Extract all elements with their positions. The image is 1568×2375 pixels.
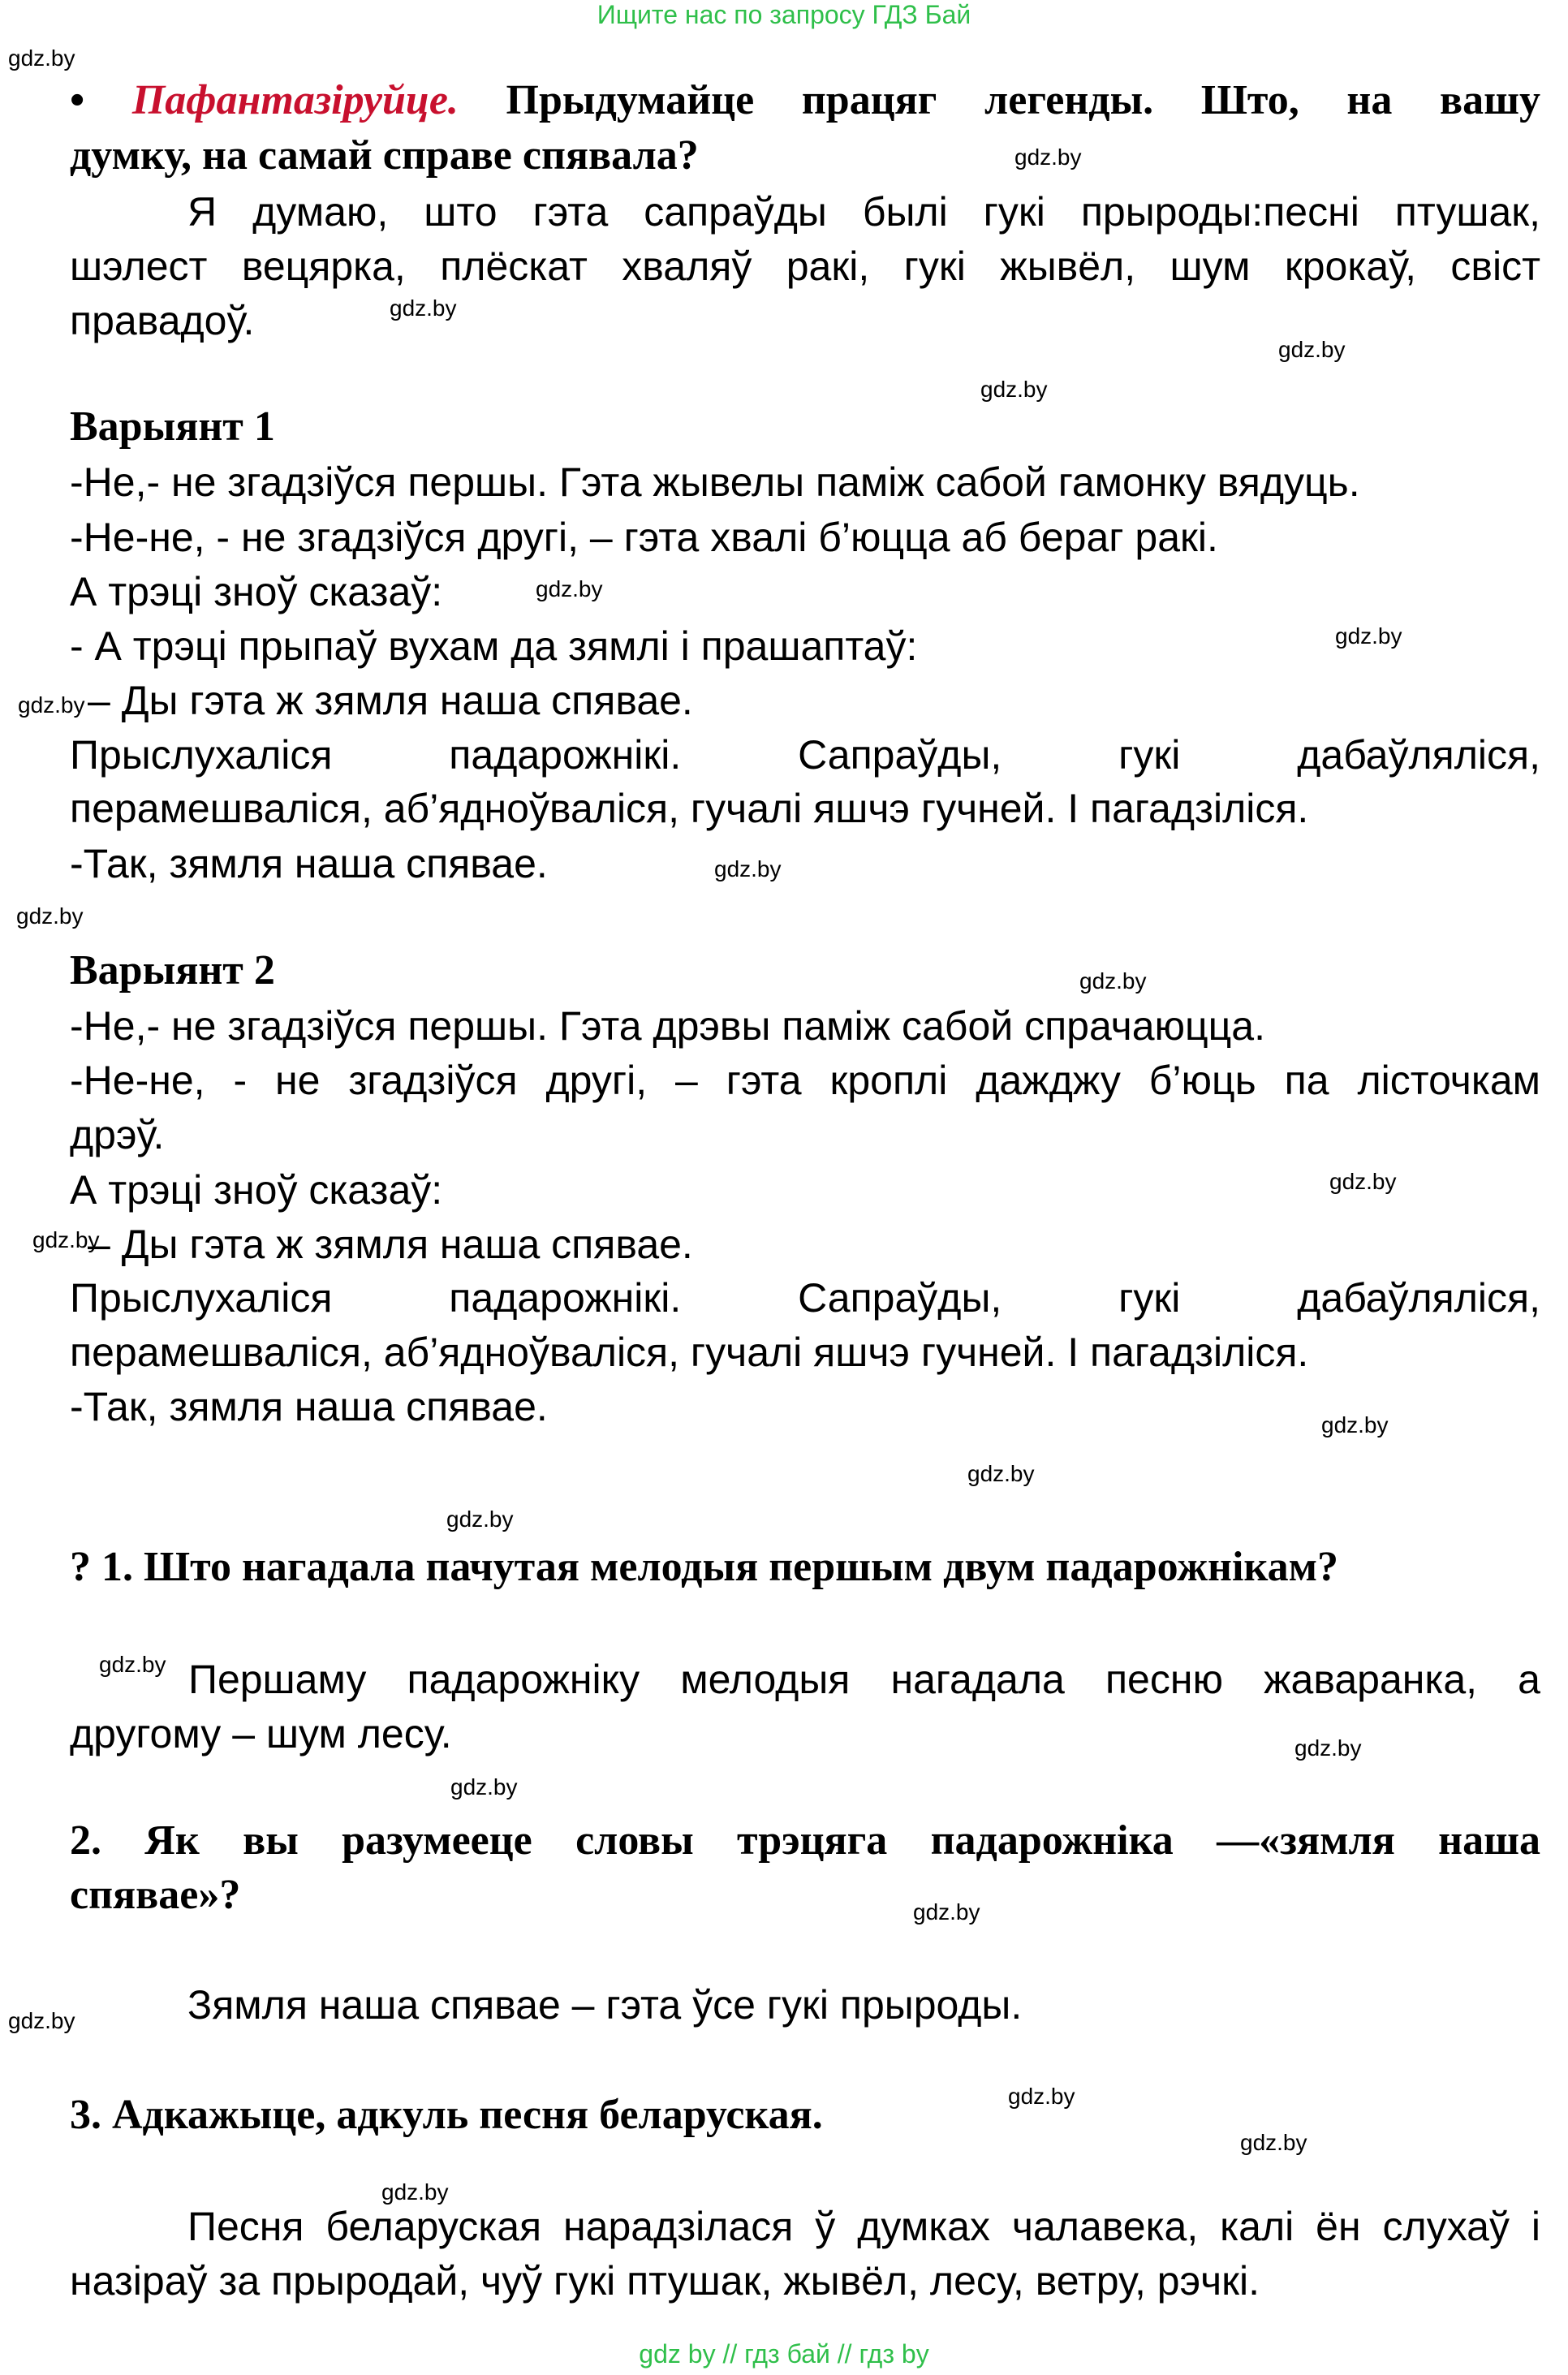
watermark: gdz.by xyxy=(16,903,84,929)
question-1-answer: другому – шум лесу. xyxy=(70,1711,452,1756)
watermark: gdz.by xyxy=(1278,337,1346,362)
task-lead: Пафантазіруйце. xyxy=(131,77,459,123)
variant-2-line: -Так, зямля наша спявае. xyxy=(70,1384,548,1429)
variant-1-line: -Не-не, - не згадзіўся другі, – гэта хвалі б’юцца аб бераг ракі. xyxy=(70,515,1218,560)
task-text: Прыдумайце працяг легенды. Што, на вашу xyxy=(506,77,1540,123)
watermark: gdz.by xyxy=(32,1227,100,1252)
watermark: gdz.by xyxy=(450,1774,518,1800)
question-3-answer: Песня беларуская нарадзілася ў думках чалавека, калі ён слухаў і xyxy=(187,2204,1540,2249)
variant-1-line: перамешваліся, аб’ядноўваліся, гучалі яшчэ гучней. І пагадзіліся. xyxy=(70,786,1309,831)
task-line-1 xyxy=(70,74,1540,127)
variant-2-line: -Не-не, - не згадзіўся другі, – гэта кроплі дажджу б’юць па лісточкам xyxy=(70,1058,1540,1103)
watermark: gdz.by xyxy=(913,1899,980,1925)
watermark: gdz.by xyxy=(1329,1169,1397,1194)
variant-2-line: – Ды гэта ж зямля наша спявае. xyxy=(88,1222,693,1267)
intro-answer-line: Я думаю, што гэта сапраўды былі гукі прыроды:песні птушак, xyxy=(187,189,1540,235)
watermark: gdz.by xyxy=(980,377,1048,402)
header-link[interactable]: Ищите нас по запросу ГДЗ Бай xyxy=(597,0,971,29)
variant-2-line: Прыслухаліся падарожнікі. Сапраўды, гукі дабаўляліся, xyxy=(70,1275,1540,1321)
variant-1-line: – Ды гэта ж зямля наша спявае. xyxy=(88,678,693,723)
bullet: • xyxy=(70,77,85,123)
variant-2-line: -Не,- не згадзіўся першы. Гэта дрэвы паміж сабой спрачаюцца. xyxy=(70,1003,1265,1049)
variant-2-title: Варыянт 2 xyxy=(70,947,275,994)
footer-link[interactable]: gdz by // гдз бай // гдз by xyxy=(639,2339,929,2369)
question-2-answer: Зямля наша спявае – гэта ўсе гукі прыроды. xyxy=(187,1982,1023,2028)
watermark: gdz.by xyxy=(8,2008,75,2033)
variant-1-line: - А трэці прыпаў вухам да зямлі і прашаптаў: xyxy=(70,623,918,669)
variant-2-line: перамешваліся, аб’ядноўваліся, гучалі яшчэ гучней. І пагадзіліся. xyxy=(70,1330,1309,1375)
question-1-answer: Першаму падарожніку мелодыя нагадала песню жаваранка, а xyxy=(188,1657,1540,1702)
watermark: gdz.by xyxy=(967,1461,1035,1486)
intro-answer-line: шэлест вецярка, плёскат хваляў ракі, гукі жывёл, шум крокаў, свіст xyxy=(70,244,1540,289)
question-2: 2. Як вы разумееце словы трэцяга падарожніка —«зямля наша xyxy=(70,1817,1540,1864)
variant-2-line: А трэці зноў сказаў: xyxy=(70,1167,443,1213)
watermark: gdz.by xyxy=(1240,2130,1307,2155)
variant-1-line: -Не,- не згадзіўся першы. Гэта жывелы паміж сабой гамонку вядуць. xyxy=(70,459,1360,505)
variant-1-line: Прыслухаліся падарожнікі. Сапраўды, гукі дабаўляліся, xyxy=(70,732,1540,778)
question-3-answer: назіраў за прыродай, чуў гукі птушак, жывёл, лесу, ветру, рэчкі. xyxy=(70,2258,1260,2304)
watermark: gdz.by xyxy=(8,45,75,71)
watermark: gdz.by xyxy=(18,692,85,718)
task-line-2: думку, на самай справе спявала? xyxy=(70,132,699,179)
variant-2-line: дрэў. xyxy=(70,1112,165,1157)
intro-answer-line: правадоў. xyxy=(70,298,255,343)
watermark: gdz.by xyxy=(1294,1735,1362,1761)
variant-1-line: -Так, зямля наша спявае. xyxy=(70,841,548,886)
watermark: gdz.by xyxy=(714,856,782,881)
watermark: gdz.by xyxy=(536,576,603,601)
watermark: gdz.by xyxy=(1008,2084,1075,2109)
watermark: gdz.by xyxy=(1079,968,1147,994)
watermark: gdz.by xyxy=(99,1652,166,1677)
watermark: gdz.by xyxy=(446,1506,514,1532)
variant-1-title: Варыянт 1 xyxy=(70,403,275,450)
question-2: спявае»? xyxy=(70,1872,241,1918)
watermark: gdz.by xyxy=(1335,623,1402,649)
watermark: gdz.by xyxy=(390,295,457,321)
variant-1-line: А трэці зноў сказаў: xyxy=(70,569,443,614)
watermark: gdz.by xyxy=(1321,1412,1389,1438)
question-1: ? 1. Што нагадала пачутая мелодыя першым двум падарожнікам? xyxy=(70,1544,1339,1590)
watermark: gdz.by xyxy=(1014,144,1082,170)
question-3: 3. Адкажыце, адкуль песня беларуская. xyxy=(70,2092,823,2138)
watermark: gdz.by xyxy=(381,2179,449,2205)
